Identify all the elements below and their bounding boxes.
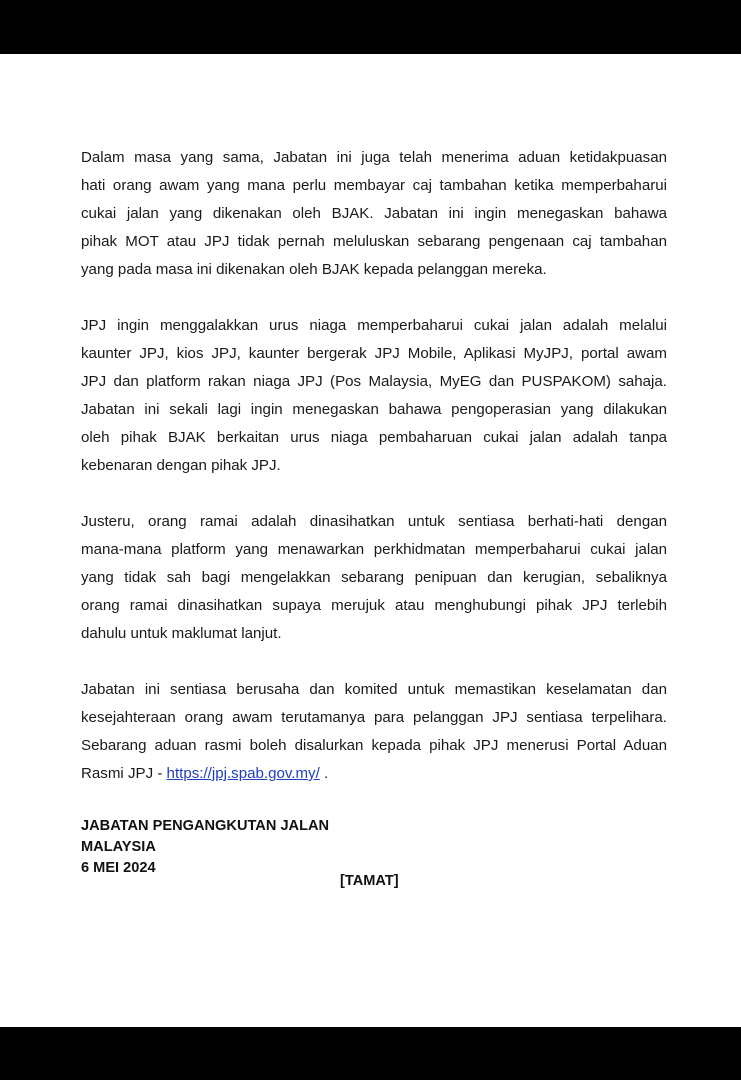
- document-body: [81, 144, 667, 879]
- text-line: Sebarang aduan rasmi boleh disalurkan kepada pihak JPJ menerusi Portal Aduan: [81, 737, 667, 754]
- text-line: yang pada masa ini dikenakan oleh BJAK kepada pelanggan mereka.: [81, 261, 547, 278]
- text-line: pihak MOT atau JPJ tidak pernah meluluskan sebarang pengenaan caj tambahan: [81, 233, 667, 250]
- document-page: [0, 54, 741, 1027]
- text-line-with-link: [81, 760, 667, 788]
- link-prefix: Rasmi JPJ -: [81, 765, 167, 782]
- paragraph-commitment: [81, 676, 667, 788]
- text-line: JPJ ingin menggalakkan urus niaga memperbaharui cukai jalan adalah melalui: [81, 317, 667, 334]
- text-line: yang tidak sah bagi mengelakkan sebarang penipuan dan kerugian, sebaliknya: [81, 569, 667, 586]
- bottom-frame-bar: [0, 1027, 741, 1080]
- text-line: Jabatan ini sentiasa berusaha dan komited untuk memastikan keselamatan dan: [81, 681, 667, 698]
- complaint-portal-link[interactable]: https://jpj.spab.gov.my/: [166, 765, 320, 782]
- text-line: orang ramai dinasihatkan supaya merujuk atau menghubungi pihak JPJ terlebih: [81, 597, 667, 614]
- top-frame-bar: [0, 0, 741, 54]
- signature-department: JABATAN PENGANGKUTAN JALAN: [81, 818, 330, 834]
- signature-block: [81, 816, 667, 879]
- signature-date: 6 MEI 2024: [81, 860, 156, 876]
- text-line: kebenaran dengan pihak JPJ.: [81, 457, 281, 474]
- text-line: kesejahteraan orang awam terutamanya para pelanggan JPJ sentiasa terpelihara.: [81, 709, 667, 726]
- text-line: Dalam masa yang sama, Jabatan ini juga telah menerima aduan ketidakpuasan: [81, 149, 667, 166]
- paragraph-channels: [81, 312, 667, 480]
- text-line: hati orang awam yang mana perlu membayar caj tambahan ketika memperbaharui: [81, 177, 667, 194]
- text-line: oleh pihak BJAK berkaitan urus niaga pembaharuan cukai jalan adalah tanpa: [81, 429, 667, 446]
- text-line: cukai jalan yang dikenakan oleh BJAK. Jabatan ini ingin menegaskan bahawa: [81, 205, 667, 222]
- text-line: dahulu untuk maklumat lanjut.: [81, 625, 282, 642]
- text-line: mana-mana platform yang menawarkan perkhidmatan memperbaharui cukai jalan: [81, 541, 667, 558]
- link-suffix: .: [319, 765, 329, 782]
- end-marker: [TAMAT]: [340, 873, 399, 889]
- text-line: kaunter JPJ, kios JPJ, kaunter bergerak JPJ Mobile, Aplikasi MyJPJ, portal awam: [81, 345, 667, 362]
- text-line: Justeru, orang ramai adalah dinasihatkan untuk sentiasa berhati-hati dengan: [81, 513, 667, 530]
- text-line: JPJ dan platform rakan niaga JPJ (Pos Malaysia, MyEG dan PUSPAKOM) sahaja.: [81, 373, 667, 390]
- paragraph-advice: [81, 508, 667, 648]
- paragraph-complaint: [81, 144, 667, 284]
- text-line: Jabatan ini sekali lagi ingin menegaskan bahawa pengoperasian yang dilakukan: [81, 401, 667, 418]
- signature-country: MALAYSIA: [81, 839, 156, 855]
